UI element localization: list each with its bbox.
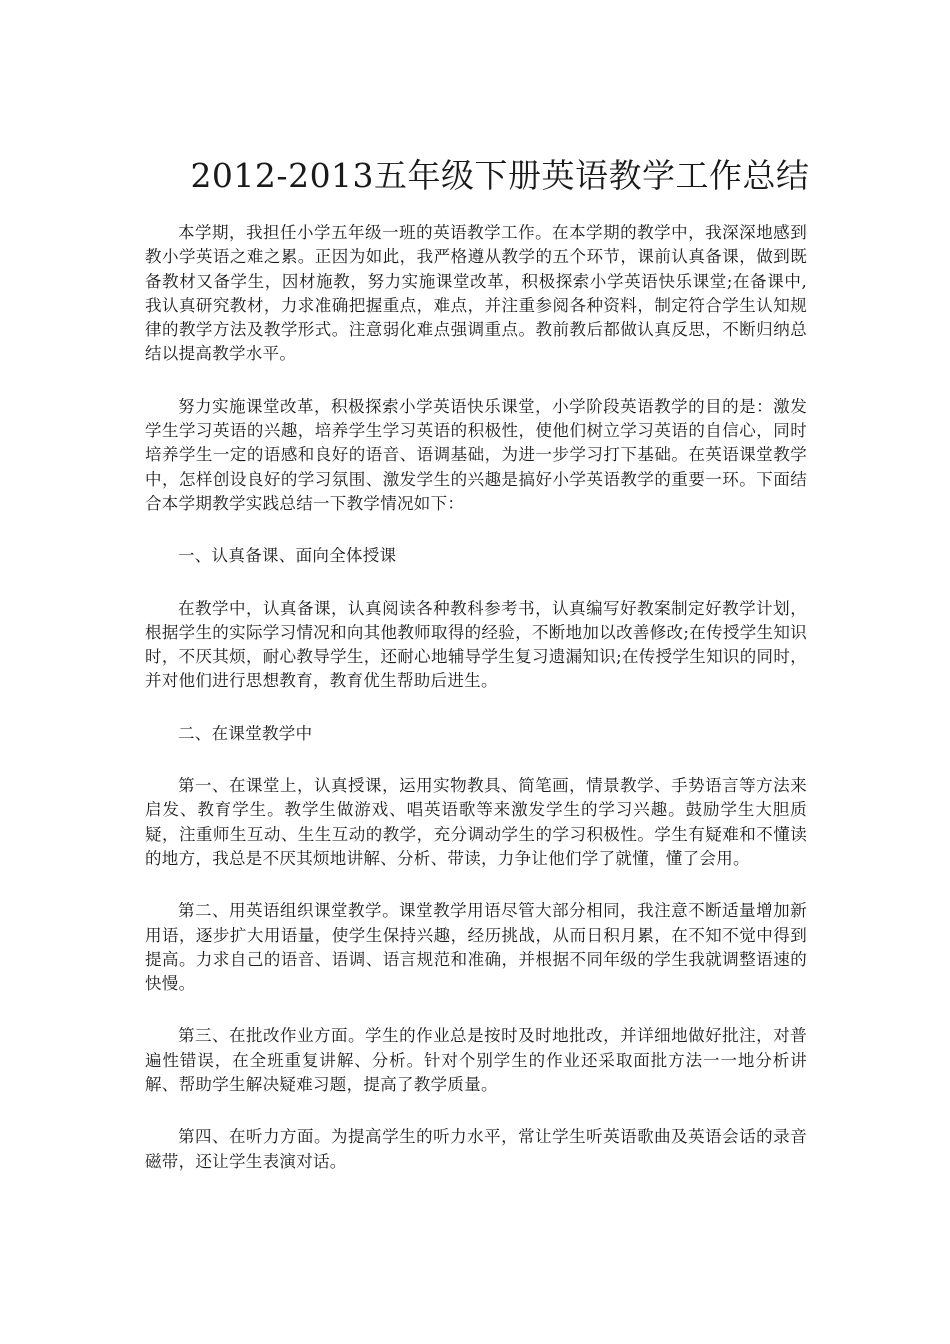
- paragraph-point-3: 第三、在批改作业方面。学生的作业总是按时及时地批改，并详细地做好批注，对普遍性错误，在全班重复讲解、分析。针对个别学生的作业还采取面批方法一一地分析讲解、帮助学生解决疑难习题，提高了教学质量。: [145, 1026, 807, 1095]
- paragraph-point-4: 第四、在听力方面。为提高学生的听力水平，常让学生听英语歌曲及英语会话的录音磁带，还让学生表演对话。: [145, 1127, 807, 1171]
- paragraph-intro: 本学期，我担任小学五年级一班的英语教学工作。在本学期的教学中，我深深地感到教小学英语之难之累。正因为如此，我严格遵从教学的五个环节，课前认真备课，做到既备教材又备学生，因材施教，努力实施课堂改革，积极探索小学英语快乐课堂;在备课中,我认真研究教材，力求准确把握重点，难点，并注重参阅各种资料，制定符合学生认知规律的教学方法及教学形式。注意弱化难点强调重点。教前教后都做认真反思，不断归纳总结以提高教学水平。: [145, 223, 807, 364]
- paragraph-point-1: 第一、在课堂上，认真授课，运用实物教具、简笔画，情景教学、手势语言等方法来启发、教育学生。教学生做游戏、唱英语歌等来激发学生的学习兴趣。鼓励学生大胆质疑，注重师生互动、生生互动的教学，充分调动学生的学习积极性。学生有疑难和不懂读的地方，我总是不厌其烦地讲解、分析、带读，力争让他们学了就懂，懂了会用。: [145, 776, 807, 868]
- paragraph-reform: 努力实施课堂改革，积极探索小学英语快乐课堂，小学阶段英语教学的目的是：激发学生学习英语的兴趣，培养学生学习英语的积极性，使他们树立学习英语的自信心，同时培养学生一定的语感和良好的语音、语调基础，为进一步学习打下基础。在英语课堂教学中，怎样创设良好的学习氛围、激发学生的兴趣是搞好小学英语教学的重要一环。下面结合本学期教学实践总结一下教学情况如下：: [145, 396, 807, 513]
- document-body: [145, 221, 807, 1202]
- paragraph-point-2: 第二、用英语组织课堂教学。课堂教学用语尽管大部分相同，我注意不断适量增加新用语，逐步扩大用语量，使学生保持兴趣，经历挑战，从而日积月累，在不知不觉中得到提高。力求自己的语音、语调、语言规范和准确，并根据不同年级的学生我就调整语速的快慢。: [145, 901, 807, 994]
- paragraph-preparation: 在教学中，认真备课，认真阅读各种教科参考书，认真编写好教案制定好教学计划，根据学生的实际学习情况和向其他教师取得的经验，不断地加以改善修改;在传授学生知识时，不厌其烦，耐心教导学生，还耐心地辅导学生复习遗漏知识;在传授学生知识的同时，并对他们进行思想教育，教育优生帮助后进生。: [145, 598, 807, 691]
- section-heading-1: 一、认真备课、面向全体授课: [178, 546, 397, 566]
- section-heading-2: 二、在课堂教学中: [178, 723, 313, 743]
- document-title: 2012-2013五年级下册英语教学工作总结: [190, 156, 810, 195]
